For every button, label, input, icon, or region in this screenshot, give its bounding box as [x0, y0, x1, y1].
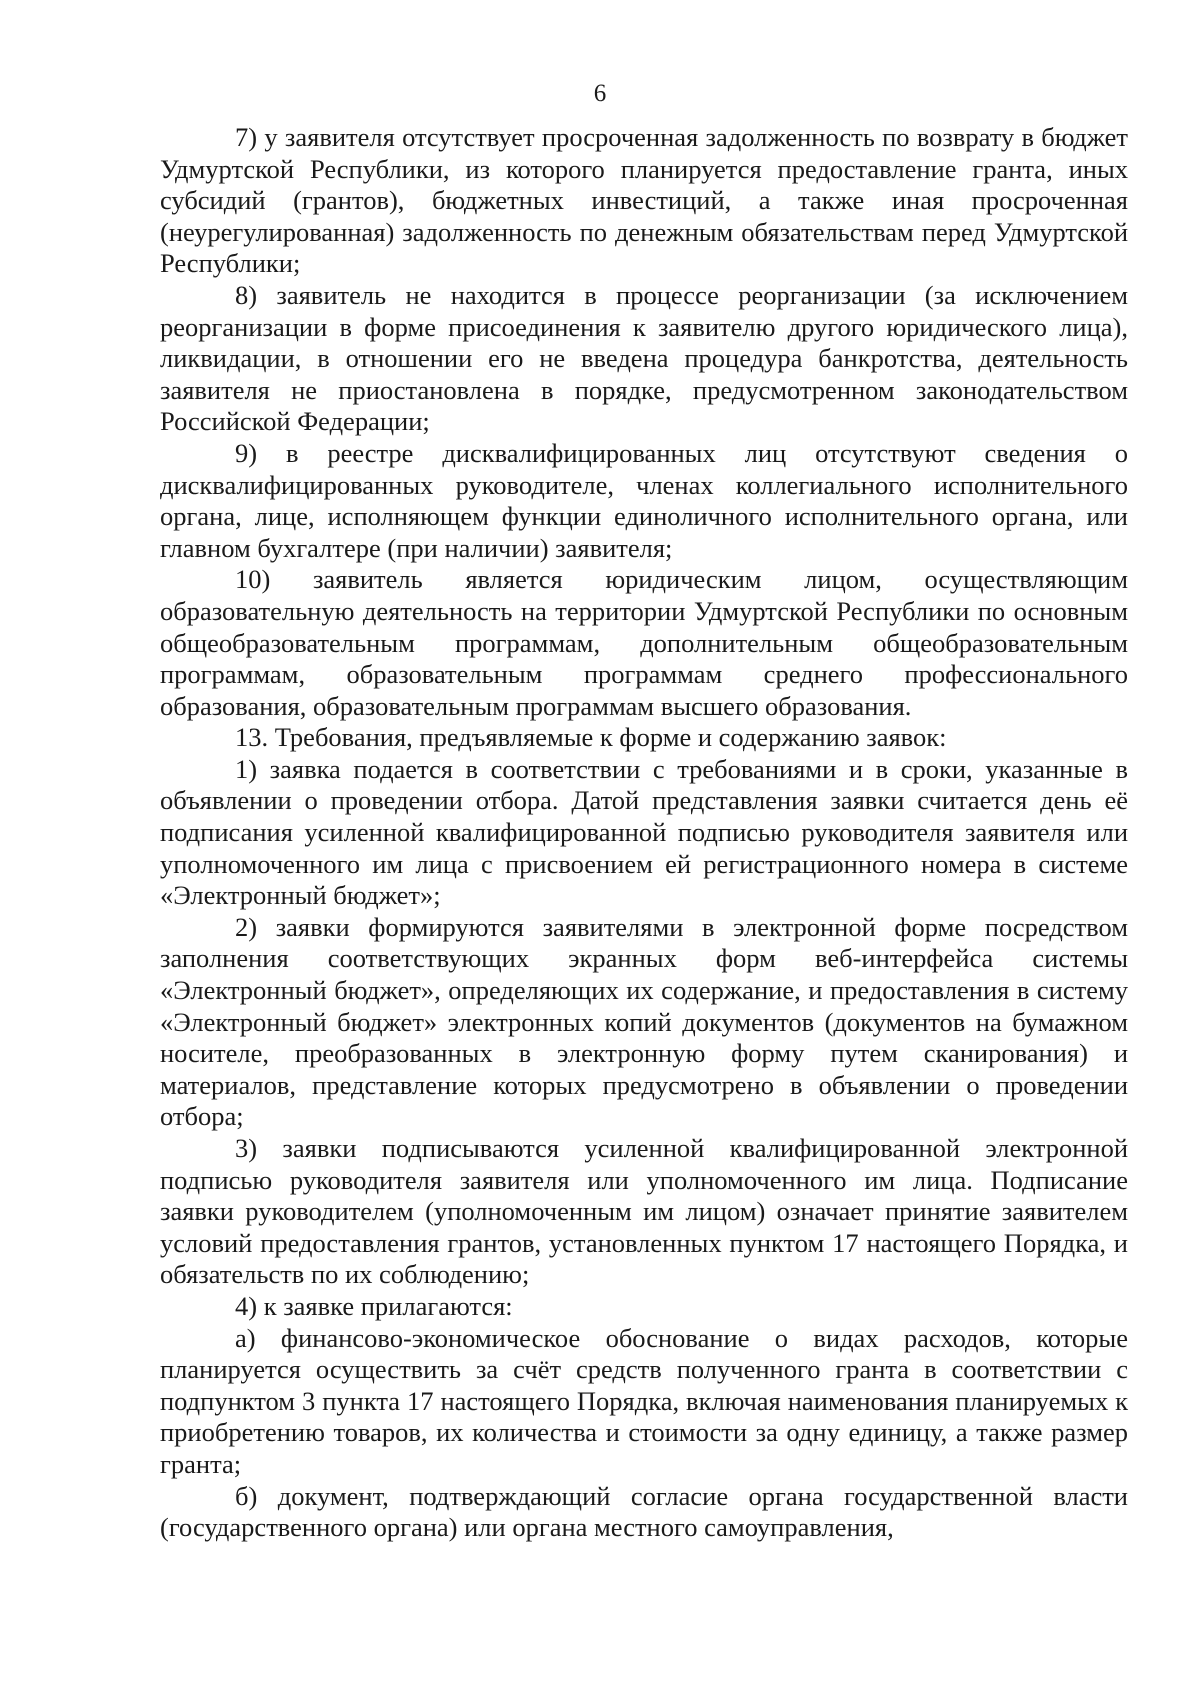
- paragraph-subitem-3: 3) заявки подписываются усиленной квалифицированной электронной подписью руководителя заявителя или уполномоченного им лица. Подписание заявки руководителем (уполномоченным им лицом) означает принятие заявителем условий предоставления грантов, установленных пунктом 17 настоящего Порядка, и обязательств по их соблюдению;: [160, 1133, 1128, 1290]
- paragraph-subitem-2: 2) заявки формируются заявителями в электронной форме посредством заполнения соответствующих экранных форм веб-интерфейса системы «Электронный бюджет», определяющих их содержание, и предоставления в систему «Электронный бюджет» электронных копий документов (документов на бумажном носителе, преобразованных в электронную форму путем сканирования) и материалов, представление которых предусмотрено в объявлении о проведении отбора;: [160, 911, 1128, 1132]
- page-number: 6: [593, 80, 607, 107]
- paragraph-section-13: 13. Требования, предъявляемые к форме и содержанию заявок:: [235, 722, 947, 753]
- paragraph-item-10: 10) заявитель является юридическим лицом, осуществляющим образовательную деятельность на территории Удмуртской Республики по основным общеобразовательным программам, дополнительным общеобразовательным программам, образовательным программам среднего профессионального образования, образовательным программам высшего образования.: [160, 564, 1128, 721]
- paragraph-subitem-b: б) документ, подтверждающий согласие органа государственной власти (государственного органа) или органа местного самоуправления,: [160, 1480, 1128, 1543]
- paragraph-subitem-4: 4) к заявке прилагаются:: [235, 1290, 513, 1321]
- paragraph-item-8: 8) заявитель не находится в процессе реорганизации (за исключением реорганизации в форме присоединения к заявителю другого юридического лица), ликвидации, в отношении его не введена процедура банкротства, деятельность заявителя не приостановлена в порядке, предусмотренном законодательством Российской Федерации;: [160, 279, 1128, 437]
- paragraph-item-7: 7) у заявителя отсутствует просроченная задолженность по возврату в бюджет Удмуртской Республики, из которого планируется предоставление гранта, иных субсидий (грантов), бюджетных инвестиций, а также иная просроченная (неурегулированная) задолженность по денежным обязательствам перед Удмуртской Республики;: [160, 122, 1128, 279]
- paragraph-subitem-a: а) финансово-экономическое обоснование о видах расходов, которые планируется осуществить за счёт средств полученного гранта в соответствии с подпунктом 3 пункта 17 настоящего Порядка, включая наименования планируемых к приобретению товаров, их количества и стоимости за одну единицу, а также размер гранта;: [160, 1322, 1128, 1479]
- paragraph-subitem-1: 1) заявка подается в соответствии с требованиями и в сроки, указанные в объявлении о проведении отбора. Датой представления заявки считается день её подписания усиленной квалифицированной подписью руководителя заявителя или уполномоченного им лица с присвоением ей регистрационного номера в системе «Электронный бюджет»;: [160, 753, 1128, 911]
- paragraph-item-9: 9) в реестре дисквалифицированных лиц отсутствуют сведения о дисквалифицированных руководителе, членах коллегиального исполнительного органа, лице, исполняющем функции единоличного исполнительного органа, или главном бухгалтере (при наличии) заявителя;: [160, 437, 1128, 563]
- document-body: [160, 122, 1128, 1544]
